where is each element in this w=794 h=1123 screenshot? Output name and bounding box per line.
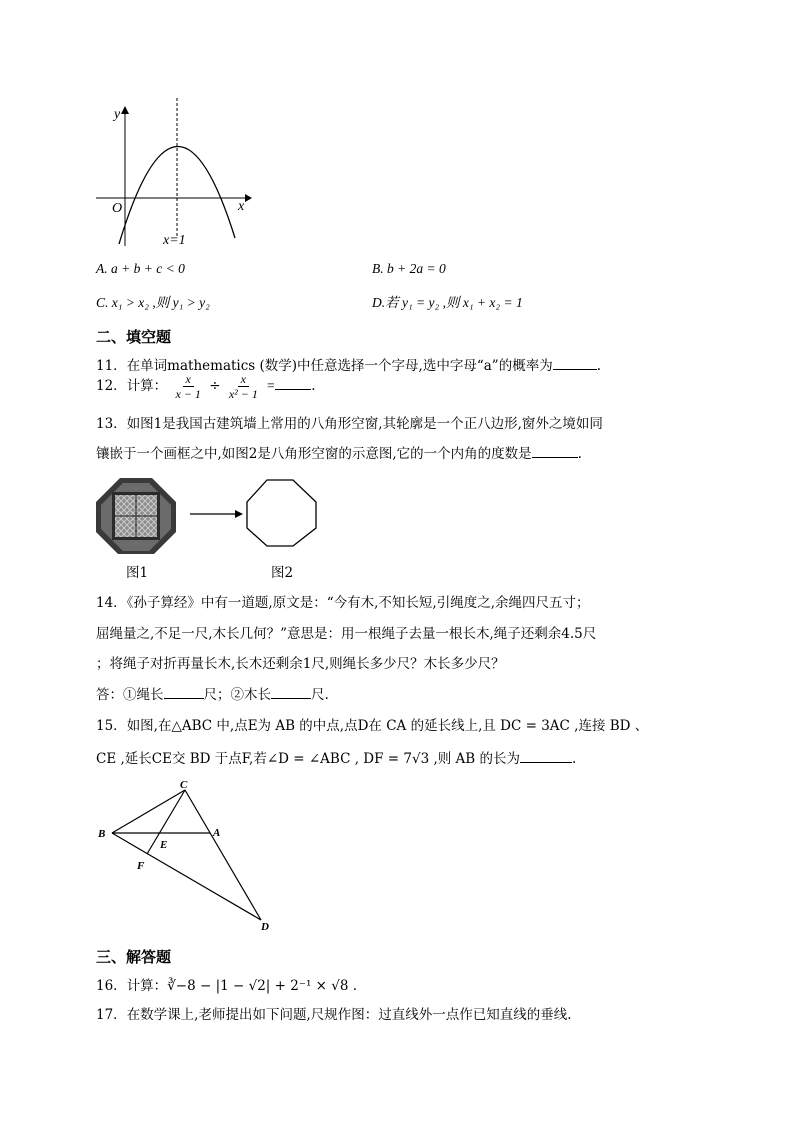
question-11 <box>96 354 601 374</box>
q11-number: 11． <box>96 358 127 374</box>
section-title-fill-in: 二、填空题 <box>96 328 172 346</box>
x-axis-label: x <box>238 199 245 214</box>
q14-rope-length-blank[interactable] <box>164 686 204 699</box>
q10-option-c: C. x₁ > x₂ ,则 y₁ > y₂ <box>96 295 210 310</box>
line-bd <box>112 833 261 920</box>
q16-text: 计算：∛−8 − |1 − √2| + 2⁻¹ × √8 . <box>126 978 358 994</box>
symmetry-axis-label: x=1 <box>163 233 186 248</box>
q12-prefix: 计算： <box>126 378 168 394</box>
question-13-line-1 <box>96 412 603 432</box>
y-axis-label: y <box>114 107 121 122</box>
q10-option-d: D.若 y₁ = y₂ ,则 x₁ + x₂ = 1 <box>372 295 523 310</box>
q14-line-3: ；将绳子对折再量长木,长木还剩余1尺,则绳长多少尺？木长多少尺？ <box>96 656 505 672</box>
q12-answer-blank[interactable] <box>275 377 311 390</box>
q14-wood-length-blank[interactable] <box>271 686 311 699</box>
q11-text: 在单词mathematics (数学)中任意选择一个字母,选中字母“a”的概率为 <box>126 358 553 374</box>
arrow-right-icon <box>235 510 243 518</box>
regular-octagon-diagram <box>247 480 316 546</box>
point-c-label: C <box>180 779 188 791</box>
point-b-label: B <box>98 828 106 840</box>
q17-number: 17． <box>96 1007 127 1023</box>
q15-number: 15． <box>96 718 127 734</box>
point-d-label: D <box>261 921 269 933</box>
q14-answer-end: 尺. <box>311 687 329 703</box>
q13-number: 13． <box>96 416 127 432</box>
octagon-window-photo <box>96 478 176 554</box>
x-axis-arrow-icon <box>245 194 252 202</box>
figure-1-caption: 图1 <box>126 565 149 581</box>
q11-end: . <box>596 358 601 374</box>
question-15-line-2 <box>96 747 576 767</box>
q12-operator: ÷ <box>209 378 221 394</box>
q10-option-a: A. a + b + c < 0 <box>96 261 185 276</box>
q13-answer-blank[interactable] <box>532 445 578 458</box>
q12-fraction-2 <box>227 372 260 401</box>
q12-end: . <box>311 378 316 394</box>
question-17 <box>96 1003 572 1023</box>
q12-frac1-denominator: x − 1 <box>175 387 201 401</box>
q15-end: . <box>572 751 577 767</box>
question-16 <box>96 974 357 994</box>
question-14-line-1 <box>96 591 590 611</box>
q10-option-b: B. b + 2a = 0 <box>372 261 446 276</box>
point-a-label: A <box>213 827 221 839</box>
q12-equals: = <box>266 378 276 393</box>
q14-number: 14． <box>96 595 127 611</box>
q12-fraction-1 <box>173 372 202 401</box>
q13-end: . <box>577 446 582 462</box>
point-f-label: F <box>137 860 145 872</box>
q16-number: 16． <box>96 978 127 994</box>
q12-frac2-denominator: x² − 1 <box>228 387 258 401</box>
q15-line-1: 如图,在△ABC 中,点E为 AB 的中点,点D在 CA 的延长线上,且 DC = 3AC ,连接 BD 、 <box>126 718 649 734</box>
q14-answer-mid: 尺；②木长 <box>203 687 271 703</box>
point-e-label: E <box>160 839 168 851</box>
q11-answer-blank[interactable] <box>553 357 597 370</box>
line-bc <box>112 790 185 833</box>
q12-number: 12． <box>96 378 127 394</box>
q17-text: 在数学课上,老师提出如下问题,尺规作图：过直线外一点作已知直线的垂线. <box>126 1007 572 1023</box>
q13-line-2: 镶嵌于一个画框之中,如图2是八角形空窗的示意图,它的一个内角的度数是 <box>96 446 532 462</box>
triangle-figure <box>94 778 284 938</box>
q14-answer-line <box>96 683 329 703</box>
q14-answer-prefix: 答：①绳长 <box>96 687 164 703</box>
q15-line-2: CE ,延长CE交 BD 于点F,若∠D = ∠ABC , DF = 7√3 ,则 AB 的长为 <box>96 751 520 767</box>
octagon-figures <box>94 474 334 554</box>
q14-line-2: 屈绳量之,不足一尺,木长几何？”意思是：用一根绳子去量一根长木,绳子还剩余4.5尺 <box>96 626 597 642</box>
figure-2-caption: 图2 <box>271 565 294 581</box>
section-title-solutions: 三、解答题 <box>96 948 172 966</box>
parabola-graph <box>90 98 260 250</box>
question-15-line-1 <box>96 714 648 734</box>
question-13-line-2 <box>96 442 582 462</box>
q13-line-1: 如图1是我国古建筑墙上常用的八角形空窗,其轮廓是一个正八边形,窗外之境如同 <box>126 416 603 432</box>
q12-frac1-numerator: x <box>183 372 194 387</box>
origin-label: O <box>112 201 123 216</box>
y-axis-arrow-icon <box>121 106 129 114</box>
q15-answer-blank[interactable] <box>520 750 572 763</box>
line-cd <box>185 790 261 920</box>
question-12 <box>96 372 316 401</box>
q14-line-1: 《孙子算经》中有一道题,原文是：“今有木,不知长短,引绳度之,余绳四尺五寸； <box>126 595 590 611</box>
q12-frac2-numerator: x <box>238 372 249 387</box>
